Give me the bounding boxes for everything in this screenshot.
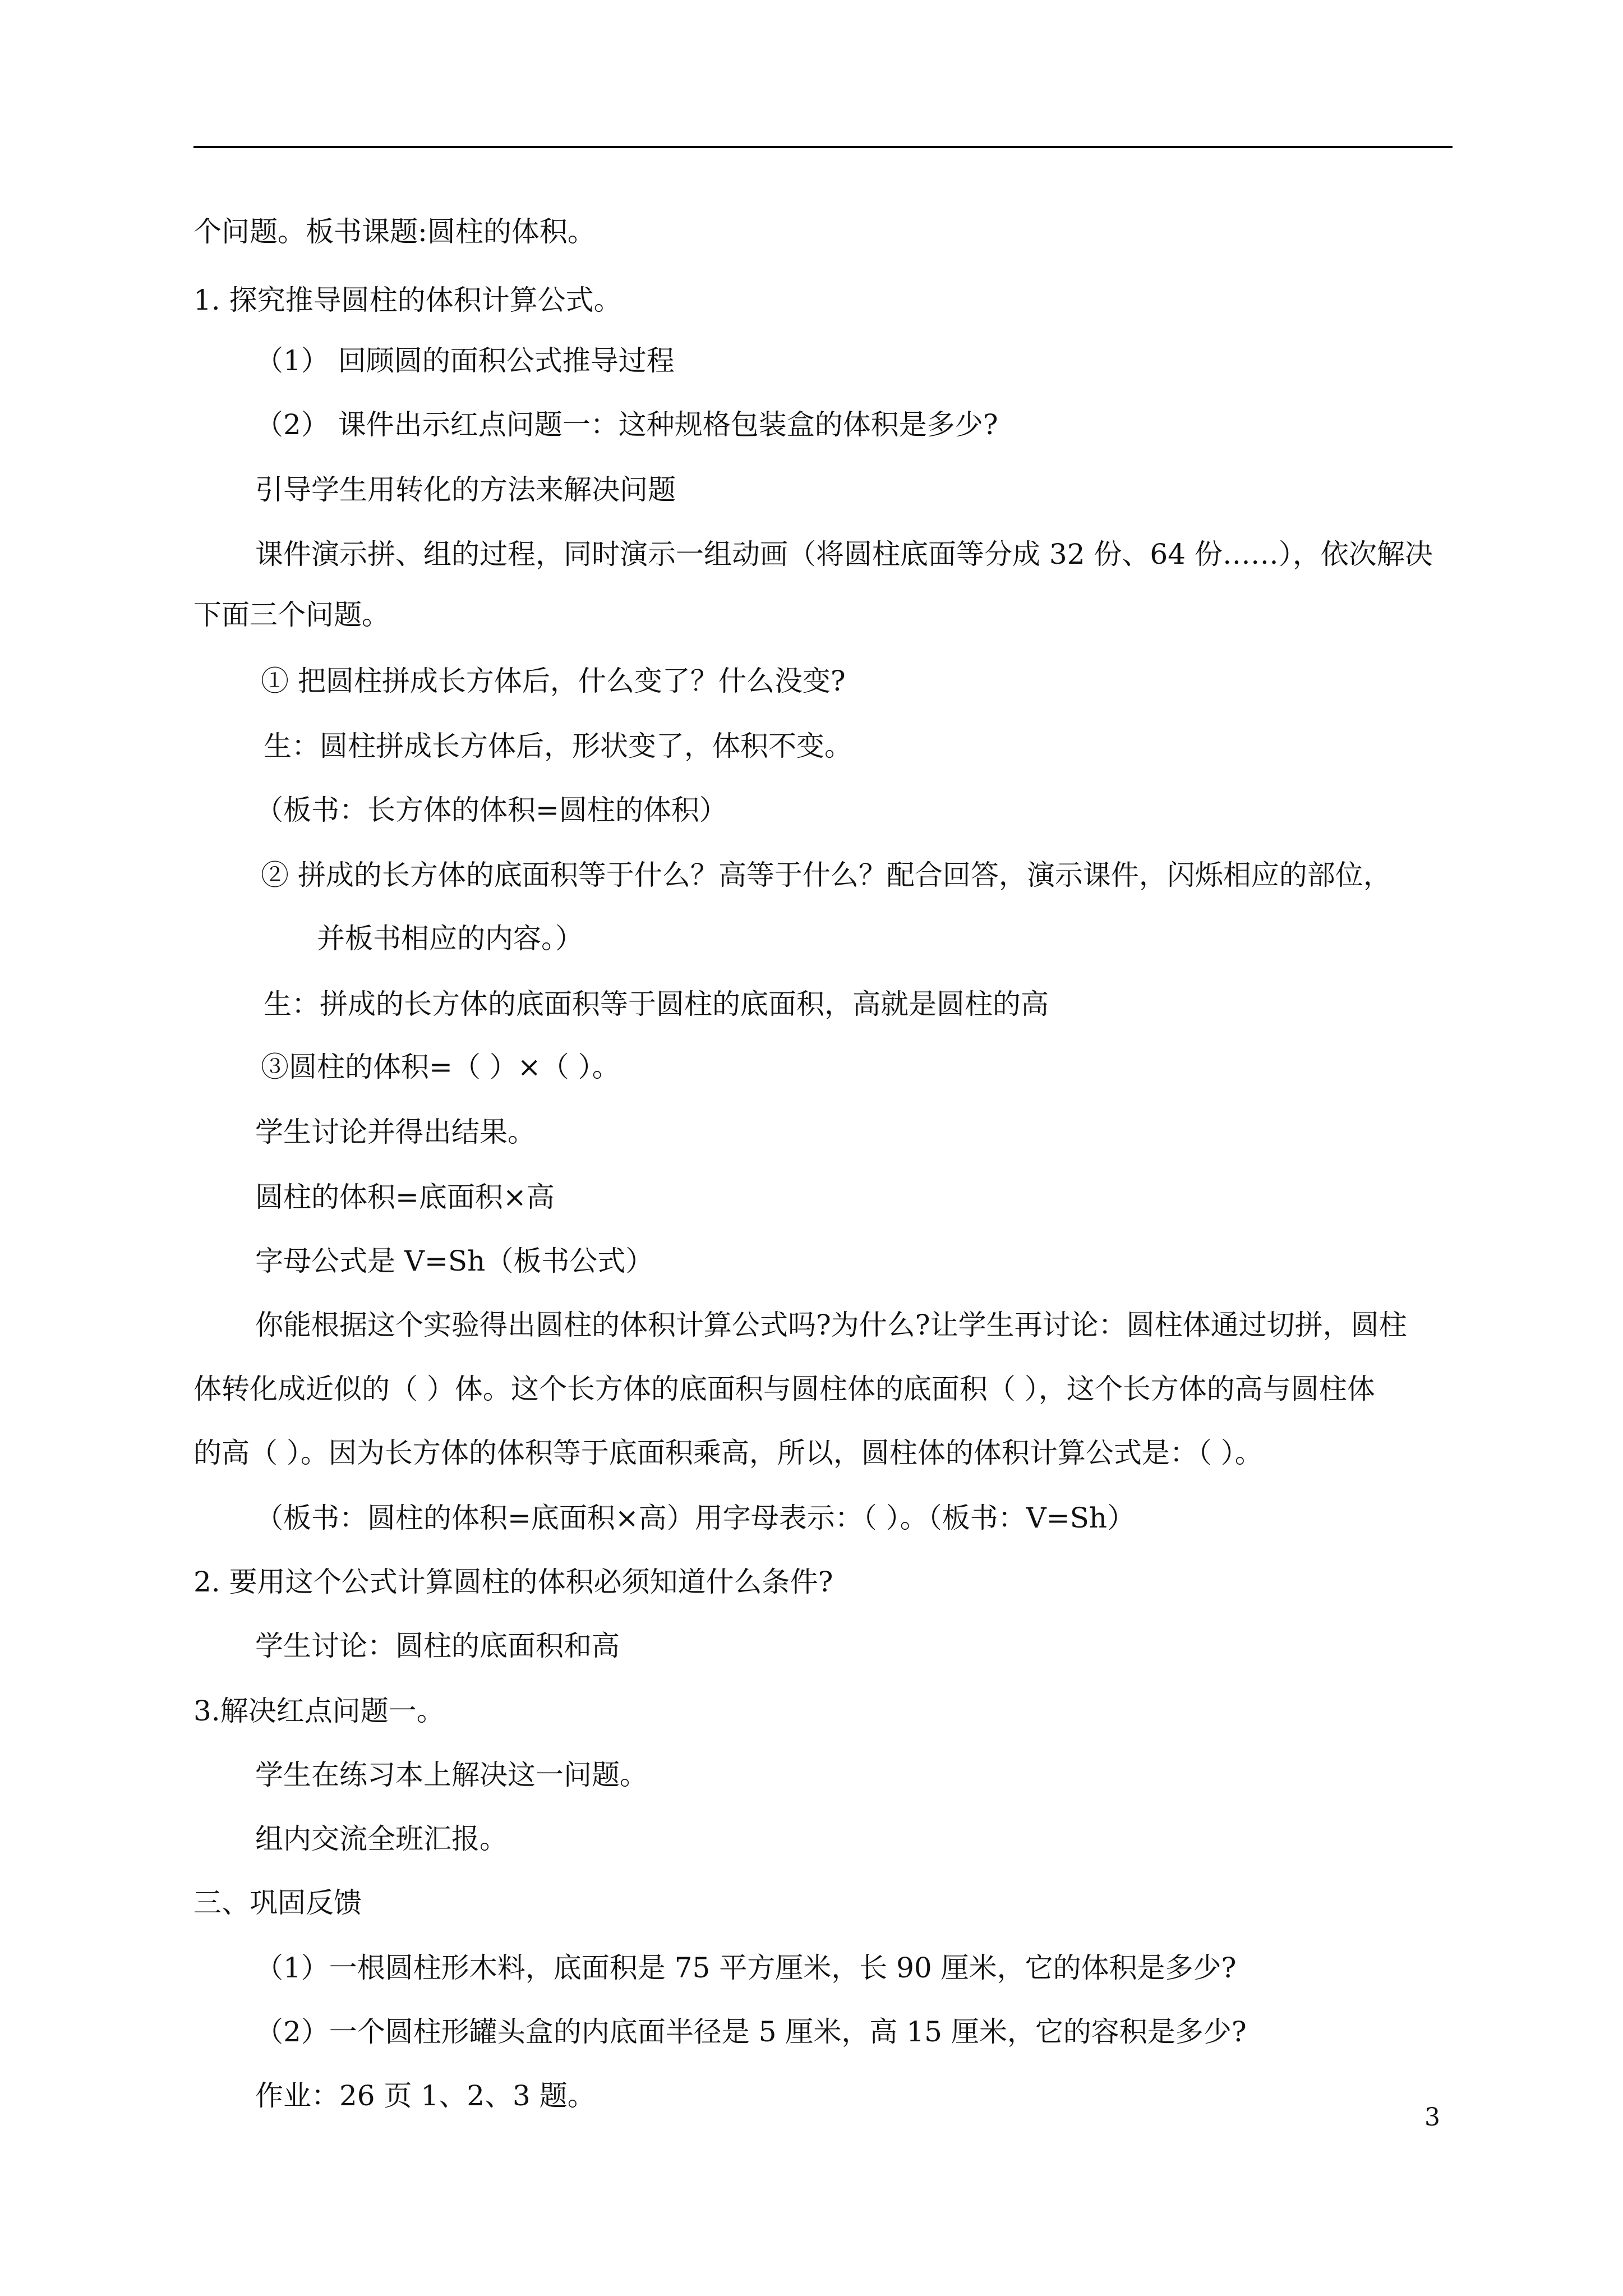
- text-line: 学生讨论并得出结果。: [255, 1116, 536, 1148]
- text-line: 生：拼成的长方体的底面积等于圆柱的底面积，高就是圆柱的高: [264, 988, 1049, 1020]
- text-line: 体转化成近似的（ ）体。这个长方体的底面积与圆柱体的底面积（ ），这个长方体的高与圆柱体: [193, 1373, 1375, 1405]
- text-line: 生：圆柱拼成长方体后，形状变了，体积不变。: [264, 730, 852, 762]
- text-line: ② 拼成的长方体的底面积等于什么？高等于什么？配合回答，演示课件，闪烁相应的部位，: [261, 859, 1391, 891]
- text-line: （1） 回顾圆的面积公式推导过程: [255, 344, 675, 377]
- text-line: 圆柱的体积=底面积×高: [255, 1181, 555, 1213]
- page-number: 3: [1424, 2103, 1440, 2132]
- text-line: 下面三个问题。: [193, 599, 390, 631]
- header-rule: [193, 146, 1453, 148]
- text-line: ③圆柱的体积=（ ）×（ ）。: [261, 1051, 620, 1083]
- text-line: 2. 要用这个公式计算圆柱的体积必须知道什么条件?: [193, 1566, 833, 1598]
- text-line: 你能根据这个实验得出圆柱的体积计算公式吗?为什么?让学生再讨论：圆柱体通过切拼，圆柱: [255, 1309, 1407, 1341]
- text-line: 的高（ ）。因为长方体的体积等于底面积乘高，所以，圆柱体的体积计算公式是：（ ）。: [193, 1437, 1263, 1469]
- text-line: （板书：圆柱的体积=底面积×高）用字母表示：（ ）。（板书：V=Sh）: [255, 1502, 1136, 1534]
- text-line: 组内交流全班汇报。: [255, 1823, 508, 1855]
- text-line: 3.解决红点问题一。: [193, 1695, 445, 1727]
- text-line: 三、巩固反馈: [193, 1887, 362, 1919]
- text-line: 作业：26 页 1、2、3 题。: [255, 2079, 596, 2112]
- text-line: 学生在练习本上解决这一问题。: [255, 1759, 648, 1791]
- text-line: 引导学生用转化的方法来解决问题: [255, 473, 676, 506]
- text-line: ① 把圆柱拼成长方体后，什么变了？什么没变?: [261, 665, 846, 697]
- text-line: （2）一个圆柱形罐头盒的内底面半径是 5 厘米，高 15 厘米，它的容积是多少?: [255, 2016, 1247, 2048]
- text-line: 个问题。板书课题:圆柱的体积。: [193, 215, 596, 248]
- text-line: 1. 探究推导圆柱的体积计算公式。: [193, 284, 622, 316]
- text-line: 课件演示拼、组的过程，同时演示一组动画（将圆柱底面等分成 32 份、64 份……），依次解决: [255, 538, 1433, 570]
- text-line: （1）一根圆柱形木料，底面积是 75 平方厘米，长 90 厘米，它的体积是多少?: [255, 1952, 1237, 1984]
- text-line: （2） 课件出示红点问题一：这种规格包装盒的体积是多少?: [255, 408, 998, 441]
- text-line: （板书：长方体的体积=圆柱的体积）: [255, 794, 727, 826]
- text-line: 并板书相应的内容。）: [317, 922, 583, 955]
- text-line: 学生讨论：圆柱的底面积和高: [255, 1630, 620, 1662]
- text-line: 字母公式是 V=Sh（板书公式）: [255, 1245, 654, 1277]
